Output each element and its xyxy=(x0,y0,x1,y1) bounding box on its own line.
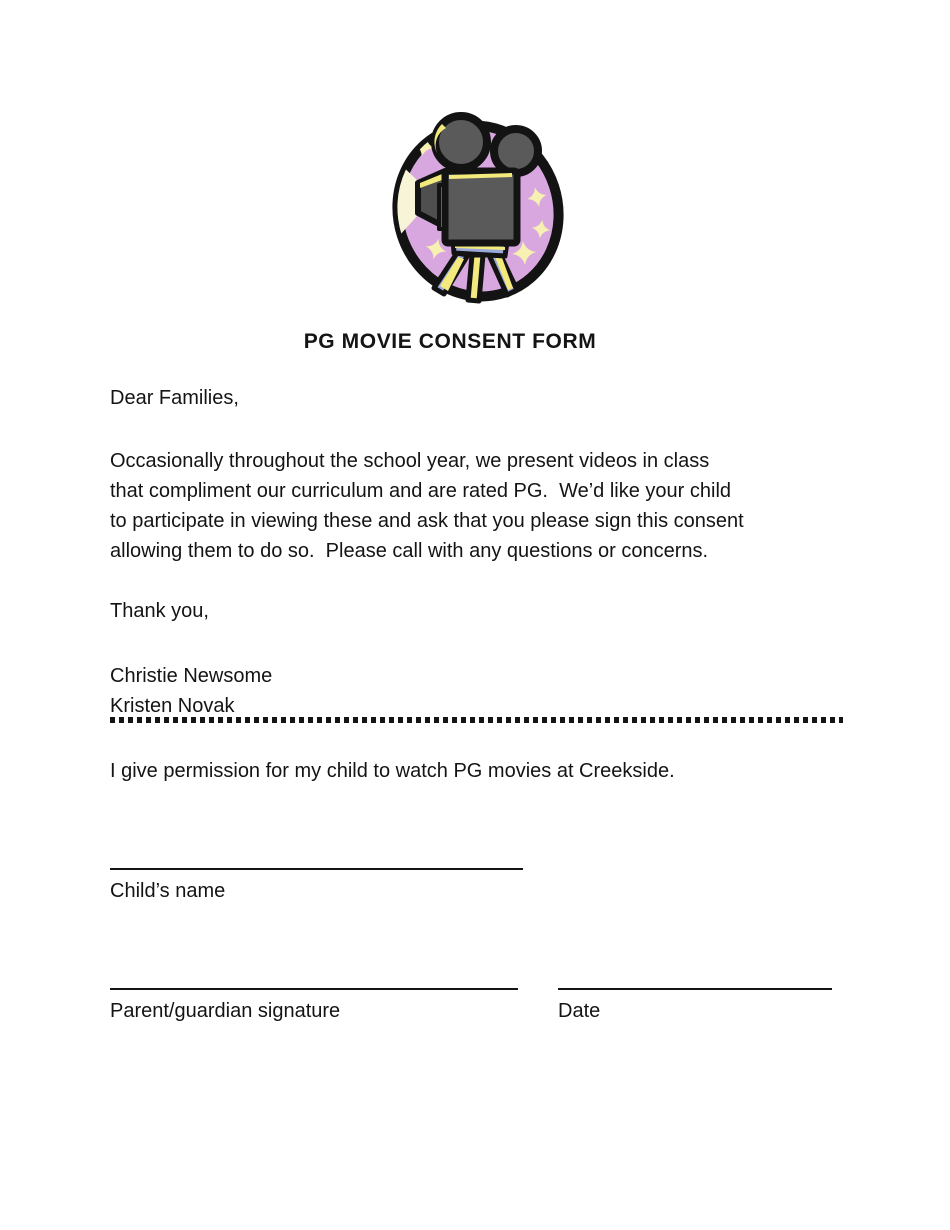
body-line-3: to participate in viewing these and ask that you please sign this consent xyxy=(110,510,744,532)
signatory-names xyxy=(110,661,272,721)
movie-camera-clipart xyxy=(360,95,600,320)
signatory-name-1: Christie Newsome xyxy=(110,665,273,687)
body-paragraph xyxy=(110,446,744,566)
salutation: Dear Families, xyxy=(110,387,239,409)
form-title: PG MOVIE CONSENT FORM xyxy=(303,330,597,353)
clipart-root xyxy=(372,104,580,317)
signatory-name-2: Kristen Novak xyxy=(110,695,235,717)
child-name-line xyxy=(110,868,523,870)
permission-statement: I give permission for my child to watch PG movies at Creekside. xyxy=(110,760,675,782)
parent-signature-line xyxy=(110,988,518,990)
body-line-4: allowing them to do so. Please call with any questions or concerns. xyxy=(110,540,709,562)
child-name-label: Child’s name xyxy=(110,880,226,902)
camera-body xyxy=(445,171,517,243)
body-line-2: that compliment our curriculum and are rated PG. We’d like your child xyxy=(110,480,732,502)
movie-camera-icon xyxy=(360,95,600,320)
parent-signature-label: Parent/guardian signature xyxy=(110,1000,341,1022)
date-line xyxy=(558,988,832,990)
closing: Thank you, xyxy=(110,600,209,622)
date-label: Date xyxy=(558,1000,601,1022)
dotted-separator xyxy=(110,717,843,723)
body-line-1: Occasionally throughout the school year, we present videos in class xyxy=(110,450,710,472)
